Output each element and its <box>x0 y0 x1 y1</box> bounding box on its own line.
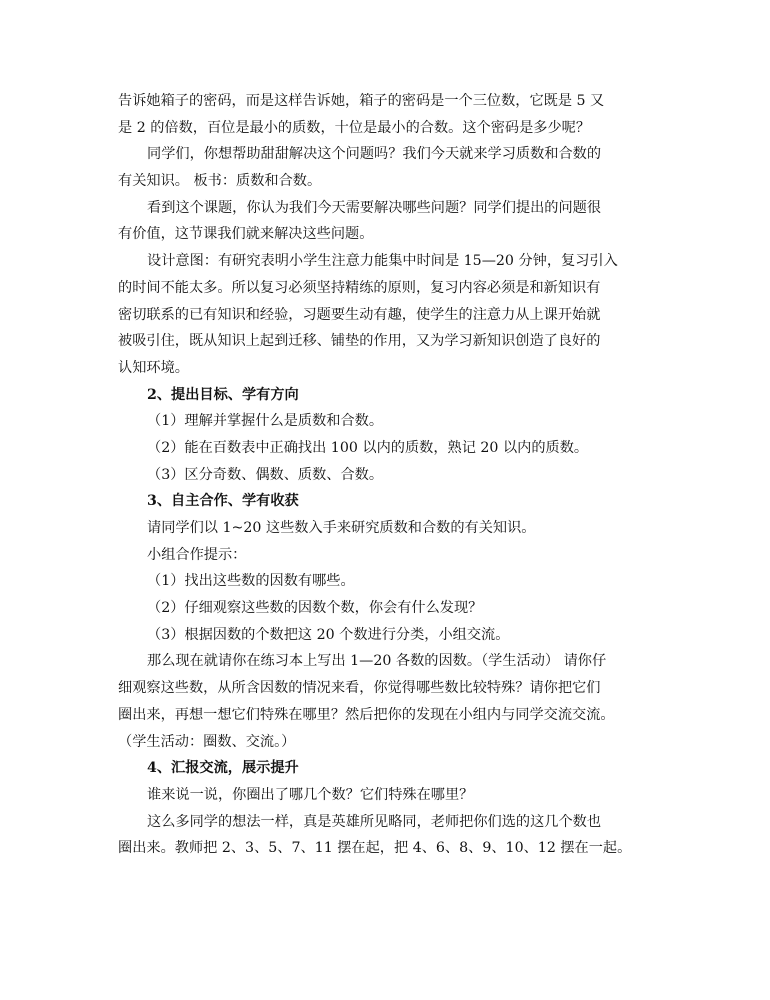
paragraph-line: （3）区分奇数、偶数、质数、合数。 <box>147 466 384 483</box>
paragraph-line: 小组合作提示： <box>147 546 247 563</box>
paragraph-line: 有价值，这节课我们就来解决这些问题。 <box>118 226 374 243</box>
paragraph-line: 有关知识。 板书：质数和合数。 <box>118 173 322 190</box>
paragraph-line: 圈出来。教师把 2、3、5、7、11 摆在起，把 4、6、8、9、10、12 摆在一起。 <box>118 840 632 857</box>
paragraph-line: 谁来说一说，你圈出了哪几个数？它们特殊在哪里？ <box>147 786 474 803</box>
paragraph-line: 同学们，你想帮助甜甜解决这个问题吗？我们今天就来学习质数和合数的 <box>147 146 602 163</box>
section-heading: 2、提出目标、学有方向 <box>147 386 299 403</box>
paragraph-line: 密切联系的已有知识和经验，习题要生动有趣，使学生的注意力从上课开始就 <box>118 306 601 323</box>
paragraph-line: （1）理解并掌握什么是质数和合数。 <box>147 413 384 430</box>
paragraph-line: （3）根据因数的个数把这 20 个数进行分类，小组交流。 <box>147 626 510 643</box>
paragraph-line: 那么现在就请你在练习本上写出 1—20 各数的因数。（学生活动） 请你仔 <box>147 653 607 670</box>
paragraph-line: 告诉她箱子的密码，而是这样告诉她，箱子的密码是一个三位数，它既是 5 又 <box>118 93 605 109</box>
paragraph-line: 看到这个课题，你认为我们今天需要解决哪些问题？同学们提出的问题很 <box>147 199 602 216</box>
paragraph-line: 设计意图：有研究表明小学生注意力能集中时间是 15—20 分钟，复习引入 <box>147 253 618 270</box>
paragraph-line: （2）能在百数表中正确找出 100 以内的质数，熟记 20 以内的质数。 <box>147 439 589 456</box>
paragraph-line: 认知环境。 <box>118 359 189 376</box>
section-heading: 4、汇报交流，展示提升 <box>147 760 299 777</box>
paragraph-line: （1）找出这些数的因数有哪些。 <box>147 573 355 590</box>
paragraph-line: （学生活动：圈数、交流。） <box>118 733 296 750</box>
paragraph-line: 圈出来，再想一想它们特殊在哪里？然后把你的发现在小组内与同学交流交流。 <box>118 706 615 723</box>
paragraph-line: （2）仔细观察这些数的因数个数，你会有什么发现？ <box>147 600 483 617</box>
paragraph-line: 是 2 的倍数，百位是最小的质数，十位是最小的合数。这个密码是多少呢？ <box>118 119 591 136</box>
document-body <box>118 88 656 862</box>
section-heading: 3、自主合作、学有收获 <box>147 493 299 510</box>
paragraph-line: 细观察这些数，从所含因数的情况来看，你觉得哪些数比较特殊？请你把它们 <box>118 680 601 697</box>
paragraph-line: 这么多同学的想法一样，真是英雄所见略同，老师把你们选的这几个数也 <box>147 813 602 830</box>
paragraph-line: 的时间不能太多。所以复习必须坚持精练的原则，复习内容必须是和新知识有 <box>118 279 601 296</box>
paragraph-line: 请同学们以 1~20 这些数入手来研究质数和合数的有关知识。 <box>147 520 536 536</box>
paragraph-line: 被吸引住，既从知识上起到迁移、铺垫的作用，又为学习新知识创造了良好的 <box>118 333 601 350</box>
